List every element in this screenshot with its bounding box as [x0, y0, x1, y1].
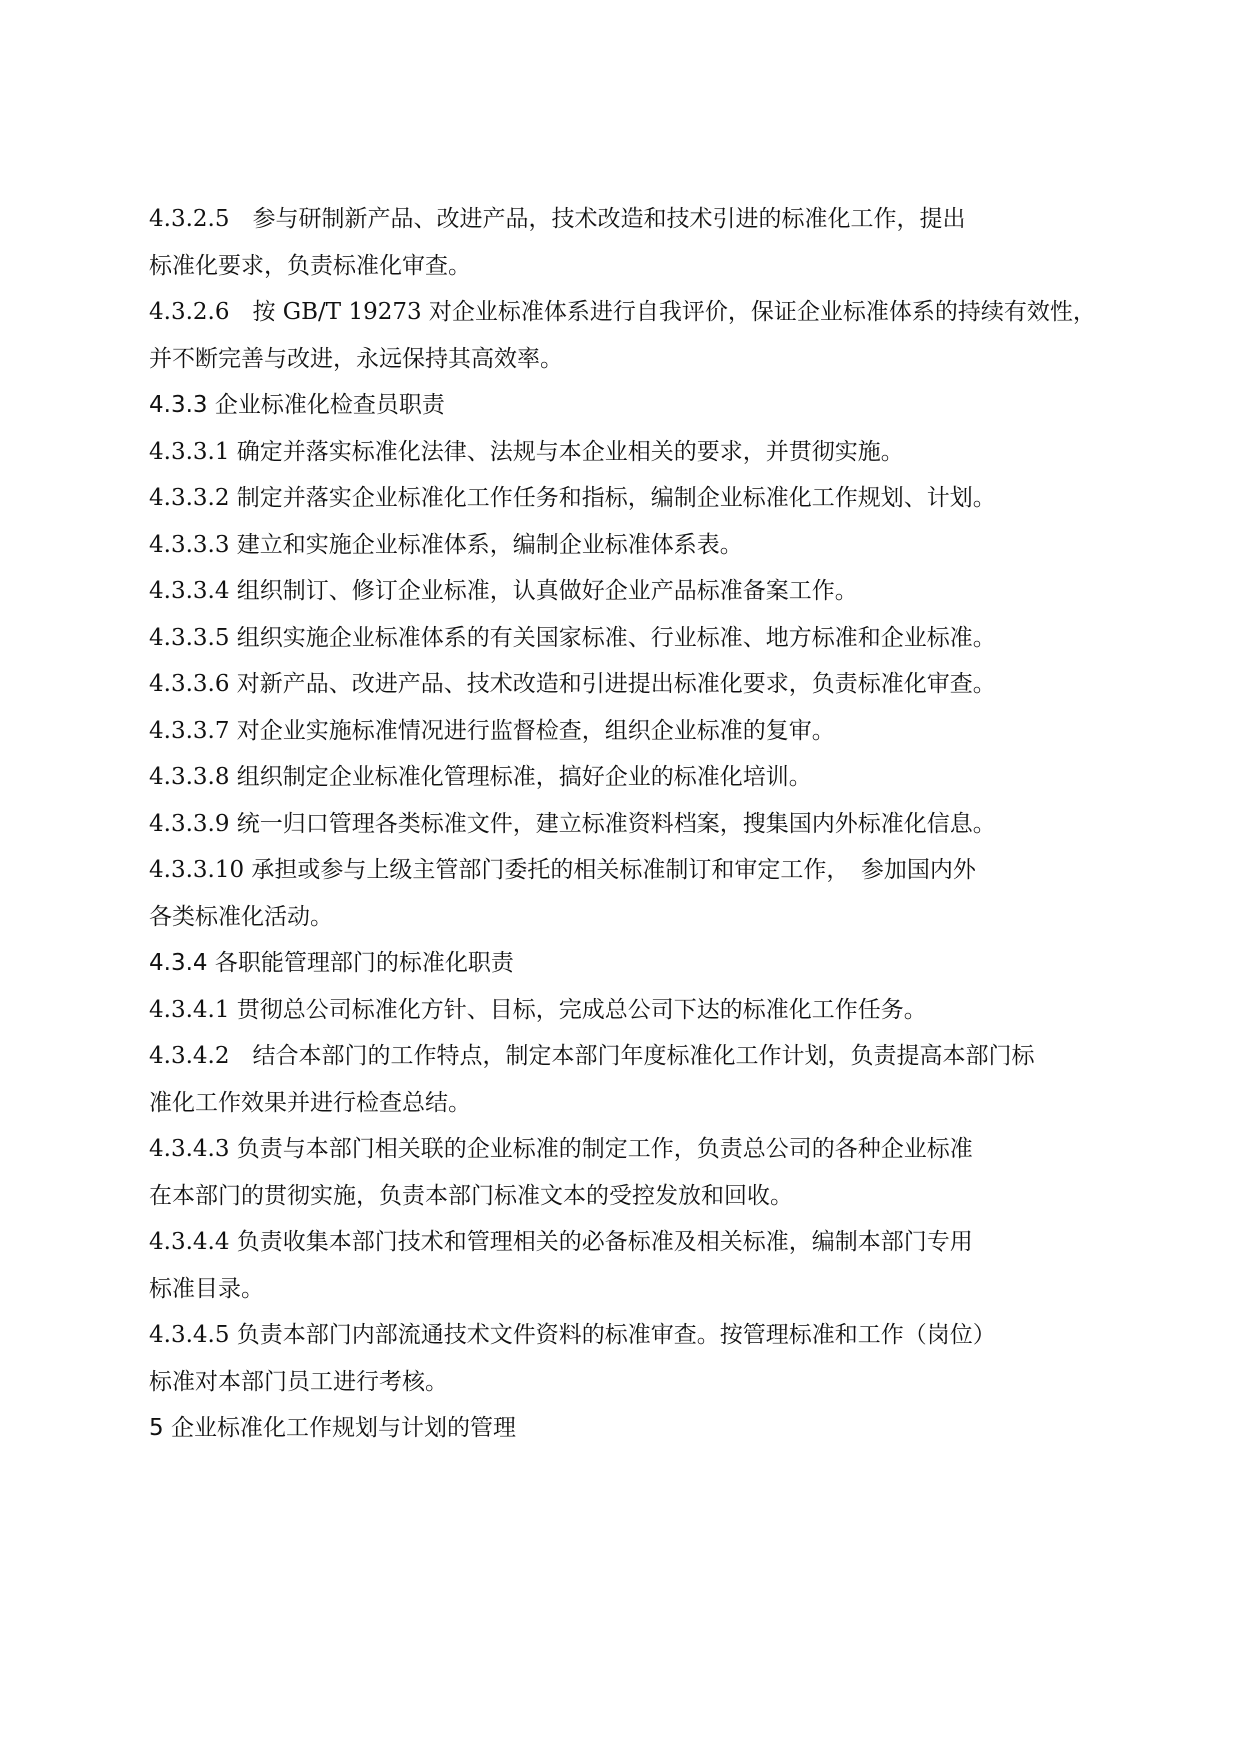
clause-4-3-4-3 — [149, 1126, 1119, 1219]
text-line: 标准对本部门员工进行考核。 — [149, 1368, 448, 1395]
text-line: 4.3.2.6 按 GB/T 19273 对企业标准体系进行自我评价，保证企业标准体系的持续有效性， — [149, 299, 1096, 325]
heading-text: 4.3.3 企业标准化检查员职责 — [149, 392, 445, 418]
text-line: 标准化要求，负责标准化审查。 — [149, 252, 471, 279]
clause-4-3-2-5 — [149, 196, 1119, 289]
text-line: 各类标准化活动。 — [149, 903, 333, 930]
clause-4-3-3-10 — [149, 847, 1119, 940]
text-line: 4.3.3.7 对企业实施标准情况进行监督检查，组织企业标准的复审。 — [149, 717, 835, 744]
clause-4-3-3-5 — [149, 615, 1119, 662]
text-line: 4.3.3.10 承担或参与上级主管部门委托的相关标准制订和审定工作， 参加国内外 — [149, 857, 976, 883]
heading-text: 5 企业标准化工作规划与计划的管理 — [149, 1415, 516, 1441]
clause-4-3-4-2 — [149, 1033, 1119, 1126]
text-line: 4.3.3.9 统一归口管理各类标准文件，建立标准资料档案，搜集国内外标准化信息。 — [149, 810, 996, 837]
heading-text: 4.3.4 各职能管理部门的标准化职责 — [149, 950, 514, 976]
document-body — [149, 196, 1119, 1452]
clause-4-3-3-1 — [149, 429, 1119, 476]
text-line: 4.3.3.8 组织制定企业标准化管理标准，搞好企业的标准化培训。 — [149, 764, 812, 790]
text-line: 4.3.3.1 确定并落实标准化法律、法规与本企业相关的要求，并贯彻实施。 — [149, 438, 904, 465]
section-heading-4-3-4 — [149, 940, 1119, 987]
clause-4-3-4-1 — [149, 987, 1119, 1034]
clause-4-3-3-3 — [149, 522, 1119, 569]
text-line: 4.3.3.3 建立和实施企业标准体系，编制企业标准体系表。 — [149, 531, 743, 558]
text-line: 4.3.4.1 贯彻总公司标准化方针、目标，完成总公司下达的标准化工作任务。 — [149, 996, 927, 1023]
text-line: 4.3.3.2 制定并落实企业标准化工作任务和指标，编制企业标准化工作规划、计划。 — [149, 485, 996, 511]
text-line: 在本部门的贯彻实施，负责本部门标准文本的受控发放和回收。 — [149, 1182, 793, 1209]
text-line: 4.3.2.5 参与研制新产品、改进产品，技术改造和技术引进的标准化工作，提出 — [149, 206, 966, 232]
clause-4-3-3-4 — [149, 568, 1119, 615]
text-line: 4.3.4.3 负责与本部门相关联的企业标准的制定工作，负责总公司的各种企业标准 — [149, 1136, 973, 1162]
text-line: 准化工作效果并进行检查总结。 — [149, 1089, 471, 1116]
clause-4-3-3-2 — [149, 475, 1119, 522]
clause-4-3-3-9 — [149, 801, 1119, 848]
text-line: 4.3.4.2 结合本部门的工作特点，制定本部门年度标准化工作计划，负责提高本部门标 — [149, 1043, 1035, 1069]
text-line: 4.3.3.6 对新产品、改进产品、技术改造和引进提出标准化要求，负责标准化审查。 — [149, 671, 996, 697]
text-line: 4.3.4.5 负责本部门内部流通技术文件资料的标准审查。按管理标准和工作（岗位） — [149, 1322, 996, 1348]
text-line: 4.3.3.4 组织制订、修订企业标准，认真做好企业产品标准备案工作。 — [149, 578, 858, 604]
text-line: 4.3.3.5 组织实施企业标准体系的有关国家标准、行业标准、地方标准和企业标准。 — [149, 624, 996, 651]
text-line: 并不断完善与改进，永远保持其高效率。 — [149, 345, 563, 372]
clause-4-3-3-6 — [149, 661, 1119, 708]
text-line: 4.3.4.4 负责收集本部门技术和管理相关的必备标准及相关标准，编制本部门专用 — [149, 1229, 973, 1255]
clause-4-3-4-5 — [149, 1312, 1119, 1405]
clause-4-3-3-8 — [149, 754, 1119, 801]
clause-4-3-2-6 — [149, 289, 1119, 382]
clause-4-3-3-7 — [149, 708, 1119, 755]
chapter-heading-5 — [149, 1405, 1119, 1452]
text-line: 标准目录。 — [149, 1275, 264, 1302]
section-heading-4-3-3 — [149, 382, 1119, 429]
clause-4-3-4-4 — [149, 1219, 1119, 1312]
